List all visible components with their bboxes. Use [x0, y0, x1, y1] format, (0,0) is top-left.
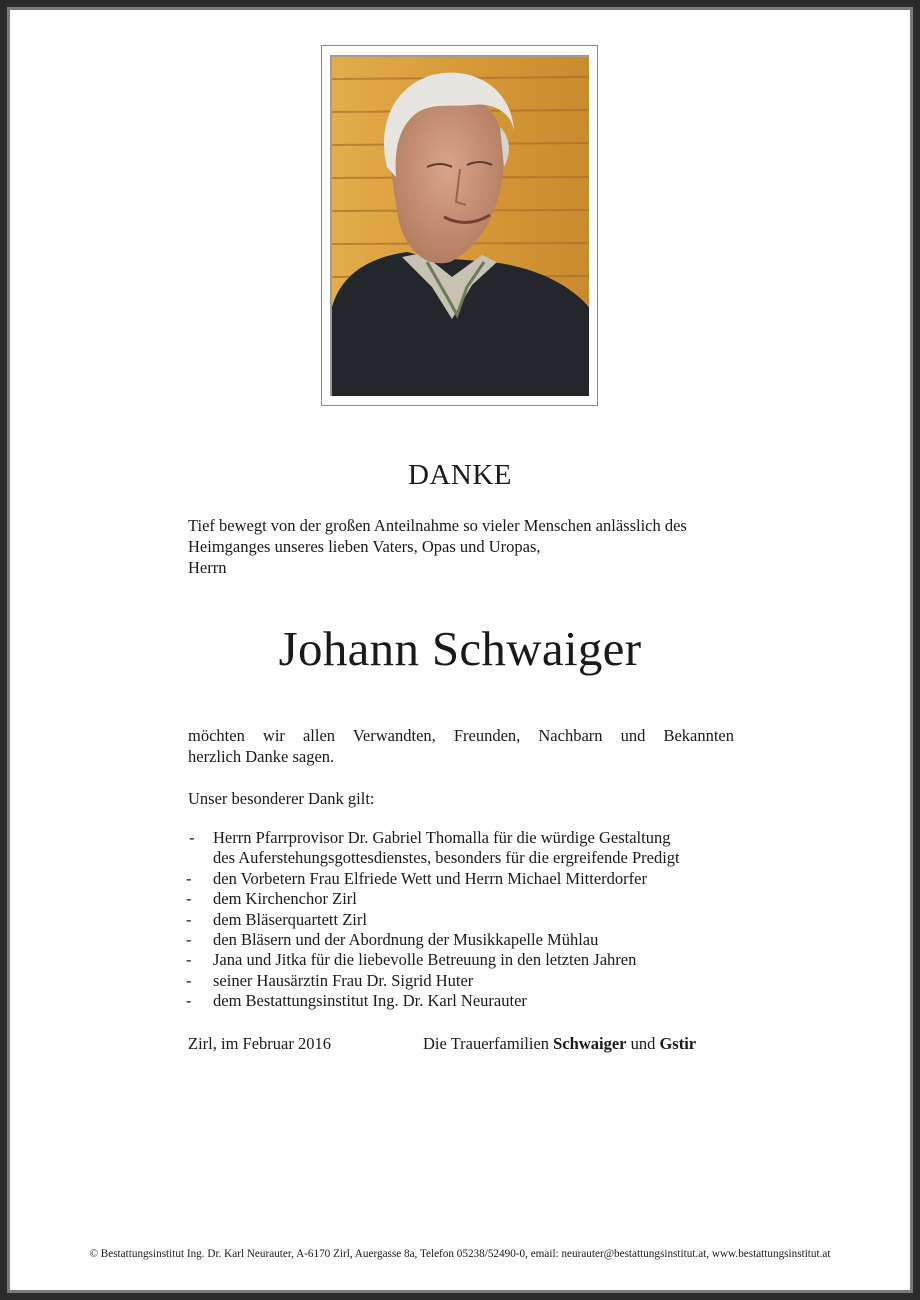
intro-line: Herrn — [188, 558, 227, 577]
list-dash: - — [186, 909, 192, 929]
list-dash: - — [186, 889, 192, 909]
list-item-text: den Bläsern und der Abordnung der Musikkapelle Mühlau — [213, 930, 599, 950]
place-date: Zirl, im Februar 2016 — [188, 1034, 331, 1053]
list-item-text: den Vorbetern Frau Elfriede Wett und Herrn Michael Mitterdorfer — [213, 868, 647, 888]
list-item-text: dem Bläserquartett Zirl — [213, 909, 367, 929]
list-dash: - — [186, 991, 192, 1011]
list-item-text: dem Bestattungsinstitut Ing. Dr. Karl Neurauter — [213, 991, 527, 1011]
list-item — [186, 971, 746, 991]
list-dash: - — [186, 930, 192, 950]
intro-line: Tief bewegt von der großen Anteilnahme so vieler Menschen anlässlich des — [188, 516, 687, 535]
list-item — [186, 930, 746, 950]
families-prefix: Die Trauerfamilien — [423, 1034, 550, 1053]
intro-line: Heimganges unseres lieben Vaters, Opas und Uropas, — [188, 537, 541, 556]
thanks-text — [188, 725, 734, 767]
list-dash: - — [186, 868, 192, 888]
list-dash: - — [189, 828, 195, 847]
list-dash: - — [186, 950, 192, 970]
page-heading: DANKE — [408, 459, 512, 491]
list-item — [186, 869, 746, 889]
thanks-list — [186, 828, 746, 1012]
list-item-text: seiner Hausärztin Frau Dr. Sigrid Huter — [213, 970, 474, 990]
list-item-text: Jana und Jitka für die liebevolle Betreuung in den letzten Jahren — [213, 950, 637, 970]
footer-imprint: © Bestattungsinstitut Ing. Dr. Karl Neurauter, A-6170 Zirl, Auergasse 8a, Telefon 05238/52490-0, email: neurauter@bestattungsinstitut.at, www.bestattungsinstitut.at — [89, 1248, 831, 1260]
list-item — [186, 828, 746, 869]
deceased-name: Johann Schwaiger — [278, 621, 642, 676]
special-thanks-label: Unser besonderer Dank gilt: — [188, 789, 375, 808]
intro-text — [188, 515, 748, 578]
list-item — [186, 991, 746, 1011]
portrait-image — [332, 57, 589, 396]
portrait-frame — [321, 45, 598, 406]
list-item-text: dem Kirchenchor Zirl — [213, 889, 357, 909]
thanks-line: herzlich Danke sagen. — [188, 747, 335, 766]
family-name: Schwaiger — [553, 1034, 627, 1053]
list-item — [186, 950, 746, 970]
portrait-photo — [330, 55, 589, 396]
families-connector: und — [630, 1034, 656, 1053]
families-signature — [423, 1033, 696, 1054]
list-item — [186, 910, 746, 930]
list-item-text: des Auferstehungsgottesdienstes, besonders für die ergreifende Predigt — [213, 848, 680, 868]
list-item — [186, 889, 746, 909]
thanks-line: möchten wir allen Verwandten, Freunden, Nachbarn und Bekannten — [188, 726, 734, 745]
list-dash: - — [186, 970, 192, 990]
list-item-text: Herrn Pfarrprovisor Dr. Gabriel Thomalla für die würdige Gestaltung — [213, 828, 671, 847]
family-name: Gstir — [659, 1034, 697, 1053]
